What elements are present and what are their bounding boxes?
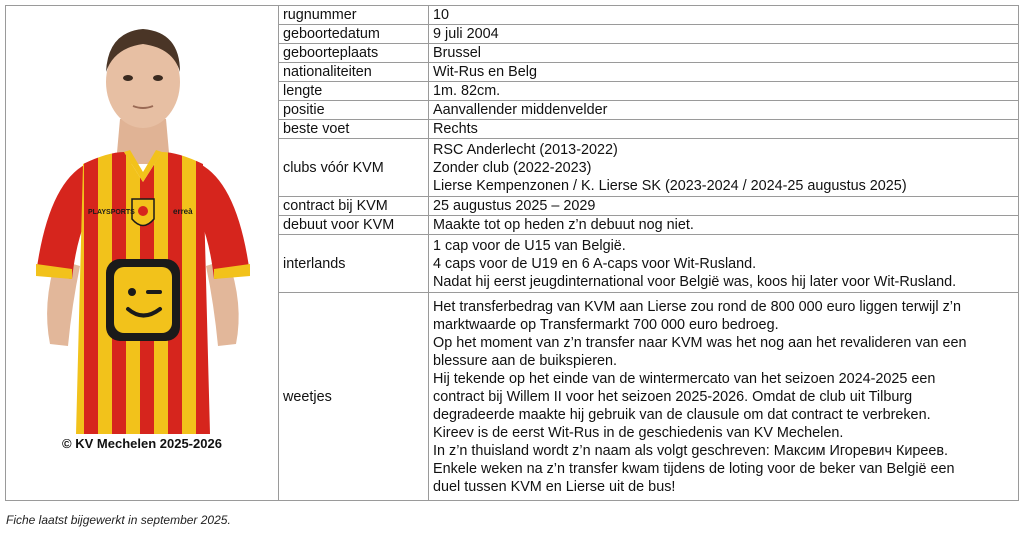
row-value: Wit-Rus en Belg: [429, 63, 1019, 82]
row-value: Maakte tot op heden z’n debuut nog niet.: [429, 216, 1019, 235]
row-value: 10: [429, 6, 1019, 25]
row-label: beste voet: [279, 120, 429, 139]
row-label: geboorteplaats: [279, 44, 429, 63]
errea-logo: erreà: [173, 207, 193, 216]
row-value: [429, 235, 1019, 293]
row-value: 1m. 82cm.: [429, 82, 1019, 101]
row-label: geboortedatum: [279, 25, 429, 44]
row-label: nationaliteiten: [279, 63, 429, 82]
row-label: lengte: [279, 82, 429, 101]
value-line: Zonder club (2022-2023): [433, 159, 592, 176]
row-label: rugnummer: [279, 6, 429, 25]
value-line: Het transferbedrag van KVM aan Lierse zou rond de 800 000 euro liggen terwijl z’n: [433, 298, 961, 315]
row-label: contract bij KVM: [279, 197, 429, 216]
last-updated-note: Fiche laatst bijgewerkt in september 2025.: [6, 513, 231, 527]
value-line: Nadat hij eerst jeugdinternational voor België was, koos hij later voor Wit-Rusland.: [433, 273, 957, 290]
value-line: 1 cap voor de U15 van België.: [433, 237, 626, 254]
value-line: blessure aan de buikspieren.: [433, 352, 618, 369]
row-value: Brussel: [429, 44, 1019, 63]
value-line: marktwaarde op Transfermarkt 700 000 euro bedroeg.: [433, 316, 779, 333]
photo-caption: © KV Mechelen 2025-2026: [62, 436, 222, 451]
row-value: 25 augustus 2025 – 2029: [429, 197, 1019, 216]
row-label: positie: [279, 101, 429, 120]
player-photo-cell: [6, 6, 279, 501]
player-photo: [28, 14, 258, 434]
row-value: Rechts: [429, 120, 1019, 139]
player-info-table: [5, 5, 1019, 501]
value-line: Op het moment van z’n transfer naar KVM was het nog aan het revalideren van een: [433, 334, 967, 351]
value-line: Lierse Kempenzonen / K. Lierse SK (2023-2024 / 2024-25 augustus 2025): [433, 177, 907, 194]
value-line: In z’n thuisland wordt z’n naam als volgt geschreven: Максим Игоревич Киреев.: [433, 442, 949, 459]
row-label: debuut voor KVM: [279, 216, 429, 235]
row-label: weetjes: [279, 293, 429, 501]
value-line: duel tussen KVM en Lierse uit de bus!: [433, 478, 676, 495]
value-line: Hij tekende op het einde van de wintermercato van het seizoen 2024-2025 een: [433, 370, 936, 387]
row-value: Aanvallender middenvelder: [429, 101, 1019, 120]
row-label: clubs vóór KVM: [279, 139, 429, 197]
value-line: Kireev is de eerst Wit-Rus in de geschiedenis van KV Mechelen.: [433, 424, 844, 441]
row-label: interlands: [279, 235, 429, 293]
value-line: RSC Anderlecht (2013-2022): [433, 141, 618, 158]
value-line: contract bij Willem II voor het seizoen 2025-2026. Omdat de club uit Tilburg: [433, 388, 913, 405]
value-line: Enkele weken na z’n transfer kwam tijdens de loting voor de beker van België een: [433, 460, 955, 477]
row-value: 9 juli 2004: [429, 25, 1019, 44]
row-value: [429, 293, 1019, 501]
value-line: degradeerde maakte hij gebruik van de clausule om dat contract te verbreken.: [433, 406, 931, 423]
row-value: [429, 139, 1019, 197]
playsports-logo: PLAYSPORTS: [88, 209, 135, 216]
value-line: 4 caps voor de U19 en 6 A-caps voor Wit-Rusland.: [433, 255, 757, 272]
